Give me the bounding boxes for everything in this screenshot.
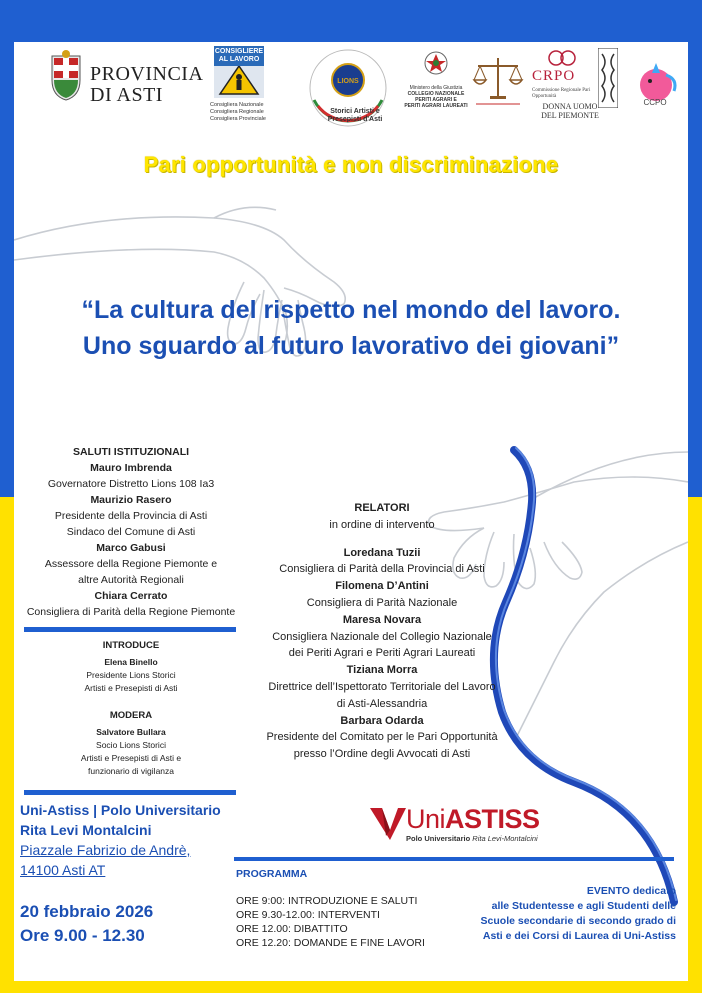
programma-divider: [234, 857, 674, 861]
event-title-quote: “La cultura del rispetto nel mondo del lavoro. Uno sguardo al futuro lavorativo dei giovani”: [81, 296, 621, 360]
scales-of-justice-icon: [470, 50, 526, 110]
venue-address-link[interactable]: Piazzale Fabrizio de Andrè,: [20, 842, 191, 858]
ccpo-logo-text: CCPO: [643, 98, 667, 107]
crpo-symbol-icon: [538, 48, 588, 68]
event-date-time: 20 febbraio 2026 Ore 9.00 - 12.30: [20, 902, 154, 945]
ccpo-unicorn-icon: [630, 50, 682, 122]
uniastiss-logo-text: UniASTISS: [406, 804, 540, 834]
programma-list: [236, 894, 456, 950]
programma-title: PROGRAMMA: [236, 868, 308, 880]
event-headline: Pari opportunità e non discriminazione: [143, 152, 559, 177]
ornament-tile-icon: [598, 48, 618, 108]
relatori-section: RELATORI in ordine di intervento Loredana Tuzii Consigliera di Parità della Provincia di Asti Filomena D’Antini Consigliera di Parità Nazionale Maresa Novara Consigliera Nazionale del Collegio Nazionale dei Periti Agrari e Periti Agrari Laureati Tiziana Morra Direttrice dell’Ispettorato Territoriale del Lavoro di Asti-Alessandria Barbara Odarda Presidente del Comitato per le Pari Opportunità presso l’Ordine degli Avvocati di Asti: [266, 502, 498, 761]
provincia-crest-icon: [48, 50, 84, 102]
venue-info: Uni-Astiss | Polo Universitario Rita Levi Montalcini Piazzale Fabrizio de Andrè, 14100 Asti AT: [20, 800, 240, 880]
provincia-logo-text: PROVINCIA DI ASTI: [90, 63, 204, 106]
list-item: ORE 12.20: DOMANDE E FINE LAVORI: [236, 937, 425, 949]
divider-bar: [24, 627, 236, 632]
crpo-logo-text: CRPO: [532, 68, 576, 84]
emblem-icon: [396, 48, 476, 78]
lions-logo-subtitle: Storici Artisti e Presepisti d'Asti: [327, 108, 383, 123]
introduce-section: INTRODUCE Elena Binello Presidente Lions Storici Artisti e Presepisti di Asti: [84, 640, 178, 693]
uniastiss-v-icon: [368, 806, 408, 842]
list-item: ORE 12.00: DIBATTITO: [236, 923, 348, 935]
divider-bar: [24, 790, 236, 795]
venue-address-link[interactable]: 14100 Asti AT: [20, 862, 106, 878]
svg-text:LIONS: LIONS: [337, 78, 359, 85]
list-item: ORE 9:00: INTRODUZIONE E SALUTI: [236, 895, 418, 907]
list-item: ORE 9.30-12.00: INTERVENTI: [236, 909, 380, 921]
modera-section: MODERA Salvatore Bullara Socio Lions Storici Artisti e Presepisti di Asti e funzionario di vigilanza: [80, 710, 182, 776]
evento-dedicato-note: EVENTO dedicato alle Studentesse e agli Studenti delle Scuole secondarie di secondo grado di Asti e dei Corsi di Laurea di Uni-Astiss: [480, 885, 676, 942]
crpo-logo-subtitle: Commissione Regionale Pari Opportunità: [532, 88, 591, 99]
poster-card: [14, 42, 688, 981]
crpo-logo-tagline: DONNA UOMO DEL PIEMONTE: [541, 102, 599, 120]
consigliere-logo-subtitle: Consigliera Nazionale Consigliera Regionale Consigliera Provinciale: [210, 102, 266, 122]
uniastiss-logo-subtitle: Polo Universitario Rita Levi-Montalcini: [406, 834, 538, 843]
saluti-istituzionali-section: SALUTI ISTITUZIONALI Mauro Imbrenda Governatore Distretto Lions 108 Ia3 Maurizio Rasero Presidente della Provincia di Asti Sindaco del Comune di Asti Marco Gabusi Assessore della Regione Piemonte e altre Autorità Regionali Chiara Cerrato Consigliera di Parità della Regione Piemonte: [24, 444, 238, 620]
collegio-periti-logo: Ministero della Giustizia COLLEGIO NAZIONALE PERITI AGRARI E PERITI AGRARI LAUREATI: [396, 48, 476, 109]
saluti-title: SALUTI ISTITUZIONALI: [72, 446, 190, 458]
consigliere-logo-title: CONSIGLIERE AL LAVORO: [214, 46, 264, 66]
